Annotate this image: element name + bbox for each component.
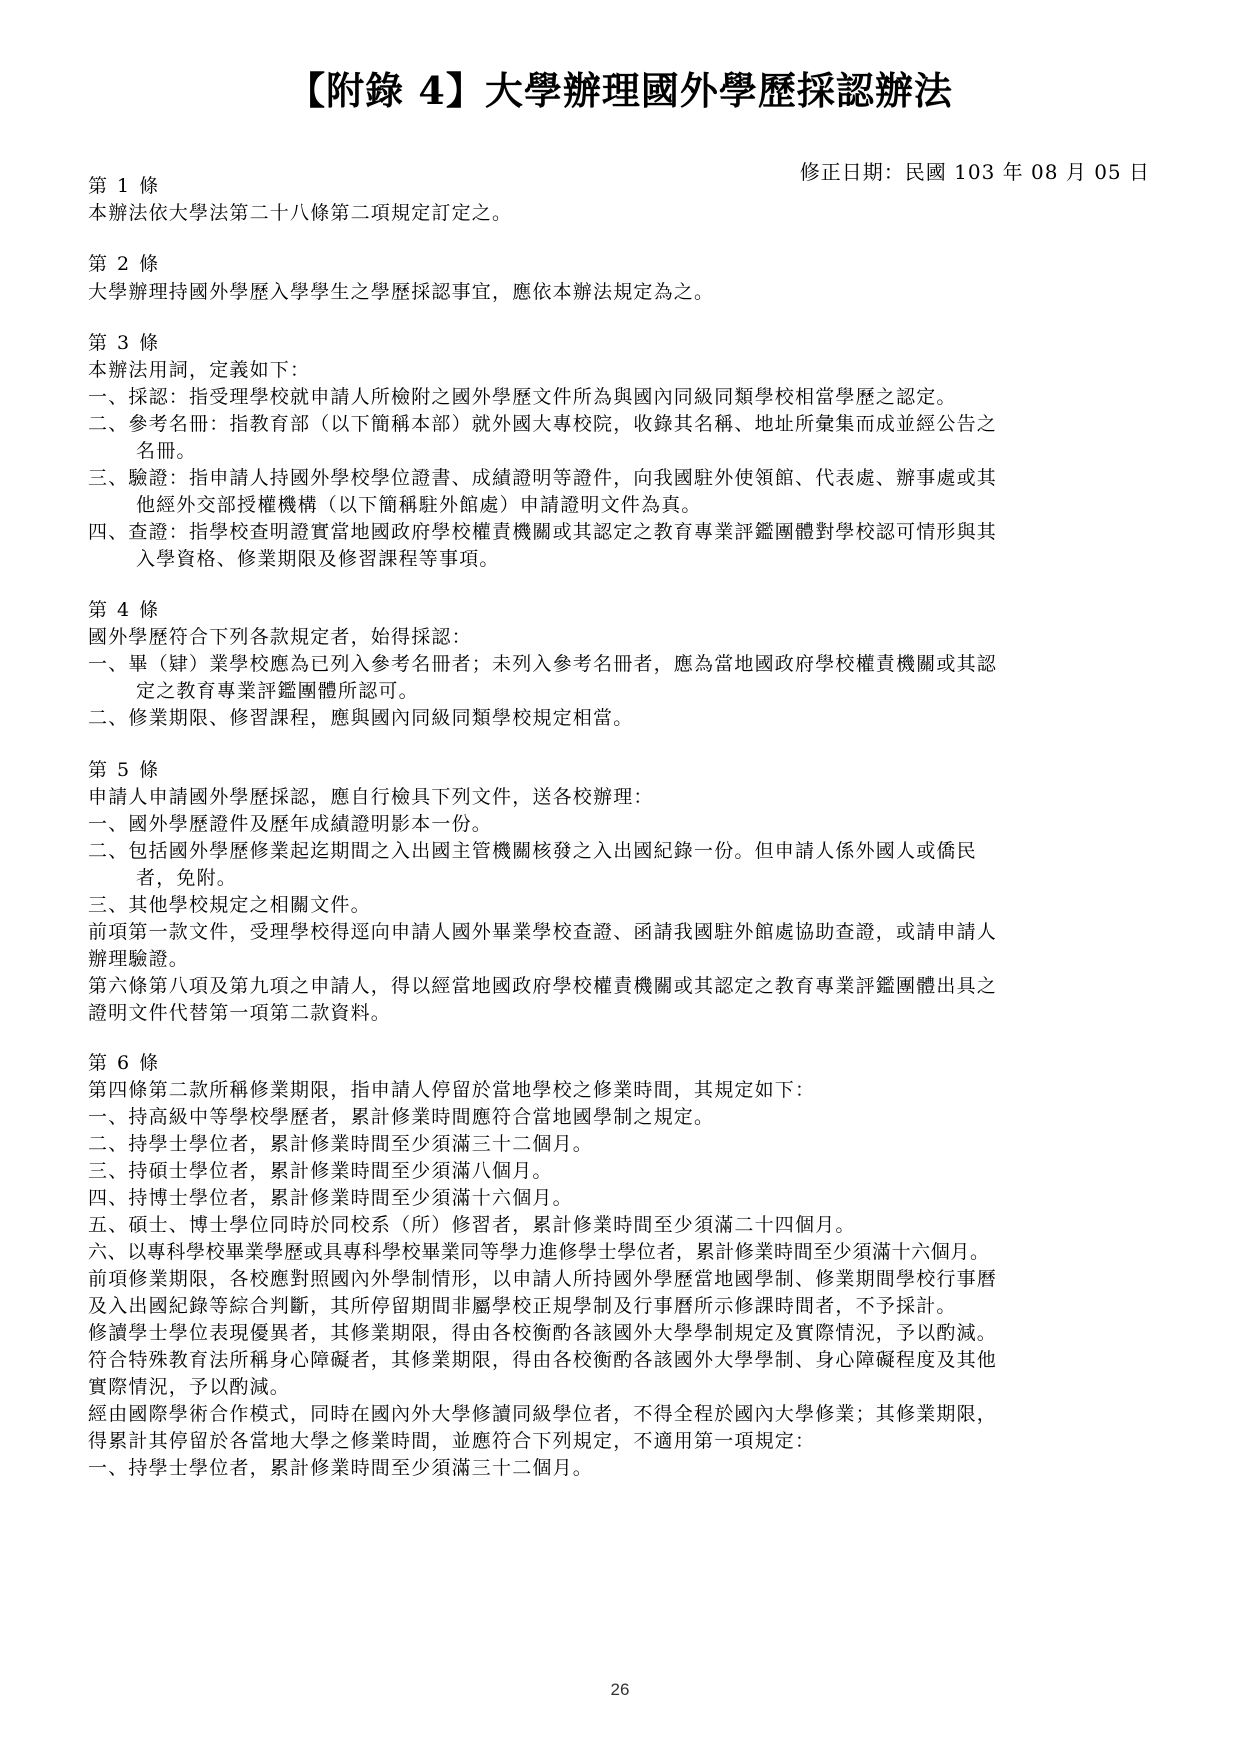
article-3-item-4-cont: 入學資格、修業期限及修習課程等事項。 — [136, 548, 500, 570]
article-5-para-3: 第六條第八項及第九項之申請人，得以經當地國政府學校權責機關或其認定之教育專業評鑑團體出具之 — [88, 975, 998, 997]
article-3-item-2: 二、參考名冊：指教育部（以下簡稱本部）就外國大專校院，收錄其名稱、地址所彙集而成並經公告之 — [88, 413, 998, 435]
page-number: 26 — [610, 1680, 630, 1699]
article-5-item-1: 一、國外學歷證件及歷年成績證明影本一份。 — [88, 813, 493, 835]
article-1-heading: 第 1 條 — [88, 175, 161, 197]
article-3-item-1: 一、採認：指受理學校就申請人所檢附之國外學歷文件所為與國內同級同類學校相當學歷之認定。 — [88, 386, 957, 408]
article-6-intro: 第四條第二款所稱修業期限，指申請人停留於當地學校之修業時間，其規定如下： — [88, 1079, 816, 1101]
article-6-para-4: 符合特殊教育法所稱身心障礙者，其修業期限，得由各校衡酌各該國外大學學制、身心障礙程度及其他 — [88, 1349, 998, 1371]
article-4-item-1: 一、畢（肄）業學校應為已列入參考名冊者；未列入參考名冊者，應為當地國政府學校權責機關或其認 — [88, 653, 998, 675]
article-6-item-1: 一、持高級中等學校學歷者，累計修業時間應符合當地國學制之規定。 — [88, 1106, 715, 1128]
article-5-item-3: 三、其他學校規定之相關文件。 — [88, 894, 371, 916]
article-3-item-2-cont: 名冊。 — [136, 440, 197, 462]
article-5-para-3-cont: 證明文件代替第一項第二款資料。 — [88, 1002, 392, 1024]
article-4-item-1-cont: 定之教育專業評鑑團體所認可。 — [136, 680, 419, 702]
document-title: 【附錄 4】大學辦理國外學歷採認辦法 — [287, 68, 953, 113]
article-6-para-5: 經由國際學術合作模式，同時在國內外大學修讀同級學位者，不得全程於國內大學修業；其修業期限， — [88, 1403, 998, 1425]
article-6-item-2: 二、持學士學位者，累計修業時間至少須滿三十二個月。 — [88, 1133, 594, 1155]
article-6-item-3: 三、持碩士學位者，累計修業時間至少須滿八個月。 — [88, 1160, 553, 1182]
article-4-item-2: 二、修業期限、修習課程，應與國內同級同類學校規定相當。 — [88, 707, 634, 729]
article-5-item-2-cont: 者，免附。 — [136, 867, 238, 889]
article-6-para-2: 前項修業期限，各校應對照國內外學制情形，以申請人所持國外學歷當地國學制、修業期間學校行事曆 — [88, 1268, 998, 1290]
article-5-heading: 第 5 條 — [88, 759, 161, 781]
revision-date: 修正日期：民國 103 年 08 月 05 日 — [799, 160, 1150, 184]
article-5-intro: 申請人申請國外學歷採認，應自行檢具下列文件，送各校辦理： — [88, 786, 654, 808]
article-6-para-5-cont: 得累計其停留於各當地大學之修業時間，並應符合下列規定，不適用第一項規定： — [88, 1430, 816, 1452]
article-6-para-4-cont: 實際情況，予以酌減。 — [88, 1376, 291, 1398]
article-2-text: 大學辦理持國外學歷入學學生之學歷採認事宜，應依本辦法規定為之。 — [88, 281, 715, 303]
article-3-heading: 第 3 條 — [88, 332, 161, 354]
article-6-item-6: 六、以專科學校畢業學歷或具專科學校畢業同等學力進修學士學位者，累計修業時間至少須滿十六個月。 — [88, 1241, 990, 1263]
article-4-intro: 國外學歷符合下列各款規定者，始得採認： — [88, 626, 472, 648]
article-6-item-5: 五、碩士、博士學位同時於同校系（所）修習者，累計修業時間至少須滿二十四個月。 — [88, 1214, 856, 1236]
article-6-item-4: 四、持博士學位者，累計修業時間至少須滿十六個月。 — [88, 1187, 573, 1209]
article-3-item-3-cont: 他經外交部授權機構（以下簡稱駐外館處）申請證明文件為真。 — [136, 494, 702, 516]
article-3-item-4: 四、查證：指學校查明證實當地國政府學校權責機關或其認定之教育專業評鑑團體對學校認可情形與其 — [88, 521, 998, 543]
article-5-para-2: 前項第一款文件，受理學校得逕向申請人國外畢業學校查證、函請我國駐外館處協助查證，或請申請人 — [88, 921, 998, 943]
article-2-heading: 第 2 條 — [88, 253, 161, 275]
article-5-item-2: 二、包括國外學歷修業起迄期間之入出國主管機關核發之入出國紀錄一份。但申請人係外國人或僑民 — [88, 840, 977, 862]
article-3-intro: 本辦法用詞，定義如下： — [88, 359, 311, 381]
article-3-item-3: 三、驗證：指申請人持國外學校學位證書、成績證明等證件，向我國駐外使領館、代表處、辦事處或其 — [88, 467, 998, 489]
article-6-para-5-item-1: 一、持學士學位者，累計修業時間至少須滿三十二個月。 — [88, 1457, 594, 1479]
article-6-heading: 第 6 條 — [88, 1052, 161, 1074]
article-6-para-3: 修讀學士學位表現優異者，其修業期限，得由各校衡酌各該國外大學學制規定及實際情況，予以酌減。 — [88, 1322, 998, 1344]
article-1-text: 本辦法依大學法第二十八條第二項規定訂定之。 — [88, 202, 513, 224]
article-5-para-2-cont: 辦理驗證。 — [88, 948, 190, 970]
article-6-para-2-cont: 及入出國紀錄等綜合判斷，其所停留期間非屬學校正規學制及行事曆所示修課時間者，不予採計。 — [88, 1295, 957, 1317]
article-4-heading: 第 4 條 — [88, 599, 161, 621]
